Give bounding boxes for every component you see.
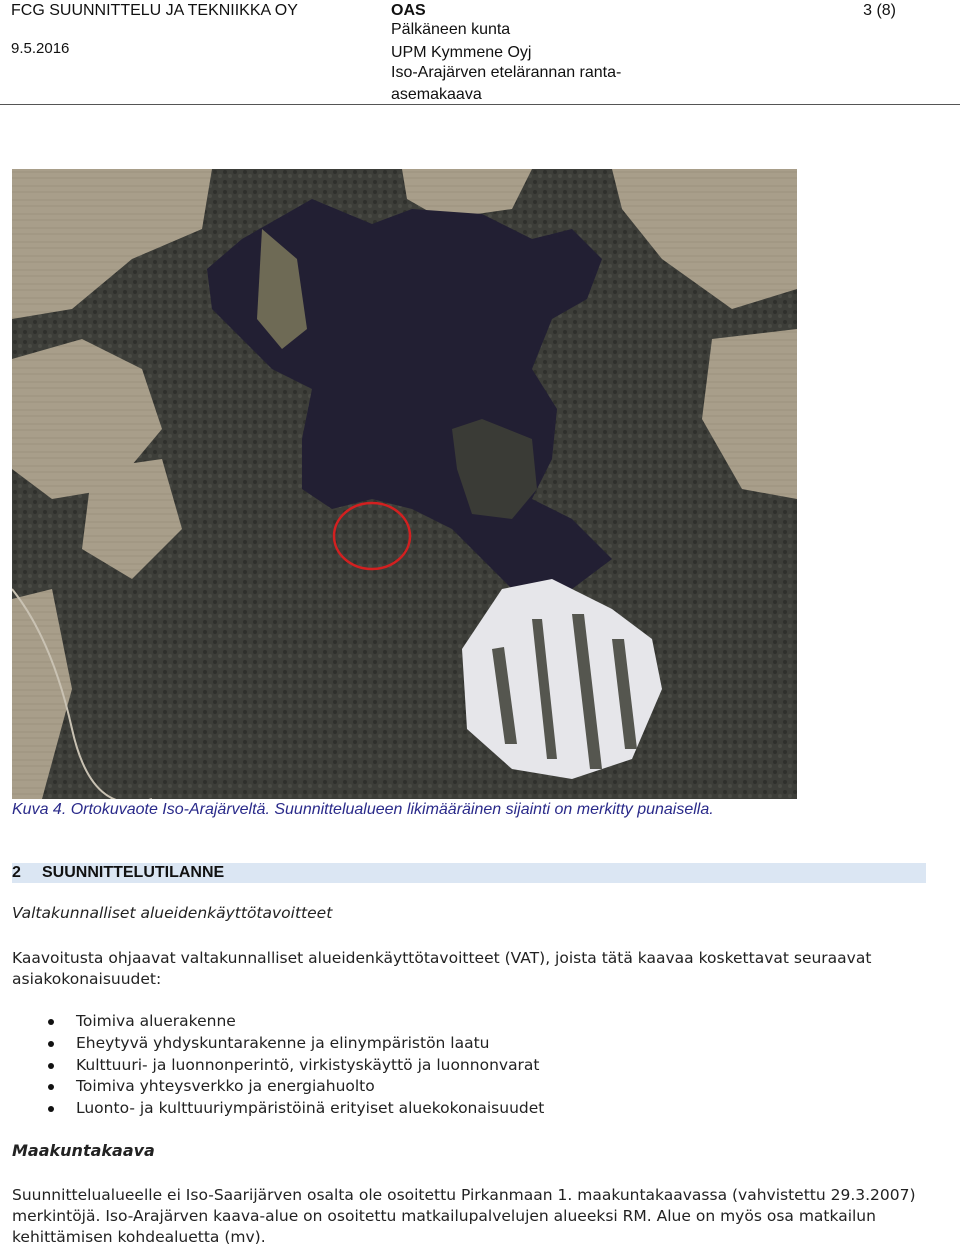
orthophoto-map xyxy=(12,169,797,799)
list-item: Eheytyvä yhdyskuntarakenne ja elinympäristön laatu xyxy=(12,1033,544,1055)
municipality: Pälkäneen kunta xyxy=(391,21,511,38)
plan-name-line1: Iso-Arajärven etelärannan ranta- xyxy=(391,64,622,81)
section-number: 2 xyxy=(12,864,21,881)
company-name: FCG SUUNNITTELU JA TEKNIIKKA OY xyxy=(11,2,298,19)
figure-caption: Kuva 4. Ortokuvaote Iso-Arajärveltä. Suunnittelualueen likimääräinen sijainti on merkitty punaisella. xyxy=(12,801,714,818)
document-date: 9.5.2016 xyxy=(11,40,70,57)
subheading-maakuntakaava: Maakuntakaava xyxy=(12,1141,155,1160)
list-item: Kulttuuri- ja luonnonperintö, virkistyskäyttö ja luonnonvarat xyxy=(12,1055,544,1077)
document-type: OAS xyxy=(391,2,426,19)
maakuntakaava-paragraph: Suunnittelualueelle ei Iso-Saarijärven osalta ole osoitettu Pirkanmaan 1. maakuntakaavassa (vahvistettu 29.3.2007) merkintöjä. Iso-Arajärven kaava-alue on osoitettu matkailupalvelujen alueeksi RM. Alue on myös osa matkailun kehittämisen kohdealuetta (mv). xyxy=(12,1186,916,1246)
vat-bullet-list xyxy=(12,1011,544,1120)
header-divider xyxy=(0,104,960,105)
page-number: 3 (8) xyxy=(863,2,896,19)
client: UPM Kymmene Oyj xyxy=(391,44,532,61)
list-item: Toimiva yhteysverkko ja energiahuolto xyxy=(12,1076,544,1098)
section-heading xyxy=(12,862,224,884)
section-title: SUUNNITTELUTILANNE xyxy=(42,864,225,881)
plan-name-line2: asemakaava xyxy=(391,86,482,103)
list-item: Luonto- ja kulttuuriympäristöinä erityiset aluekokonaisuudet xyxy=(12,1098,544,1120)
intro-paragraph: Kaavoitusta ohjaavat valtakunnalliset alueidenkäyttötavoitteet (VAT), joista tätä kaavaa koskettavat seuraavat asiakokonaisuudet: xyxy=(12,949,872,988)
list-item: Toimiva aluerakenne xyxy=(12,1011,544,1033)
subheading-vat: Valtakunnalliset alueidenkäyttötavoitteet xyxy=(12,904,333,922)
